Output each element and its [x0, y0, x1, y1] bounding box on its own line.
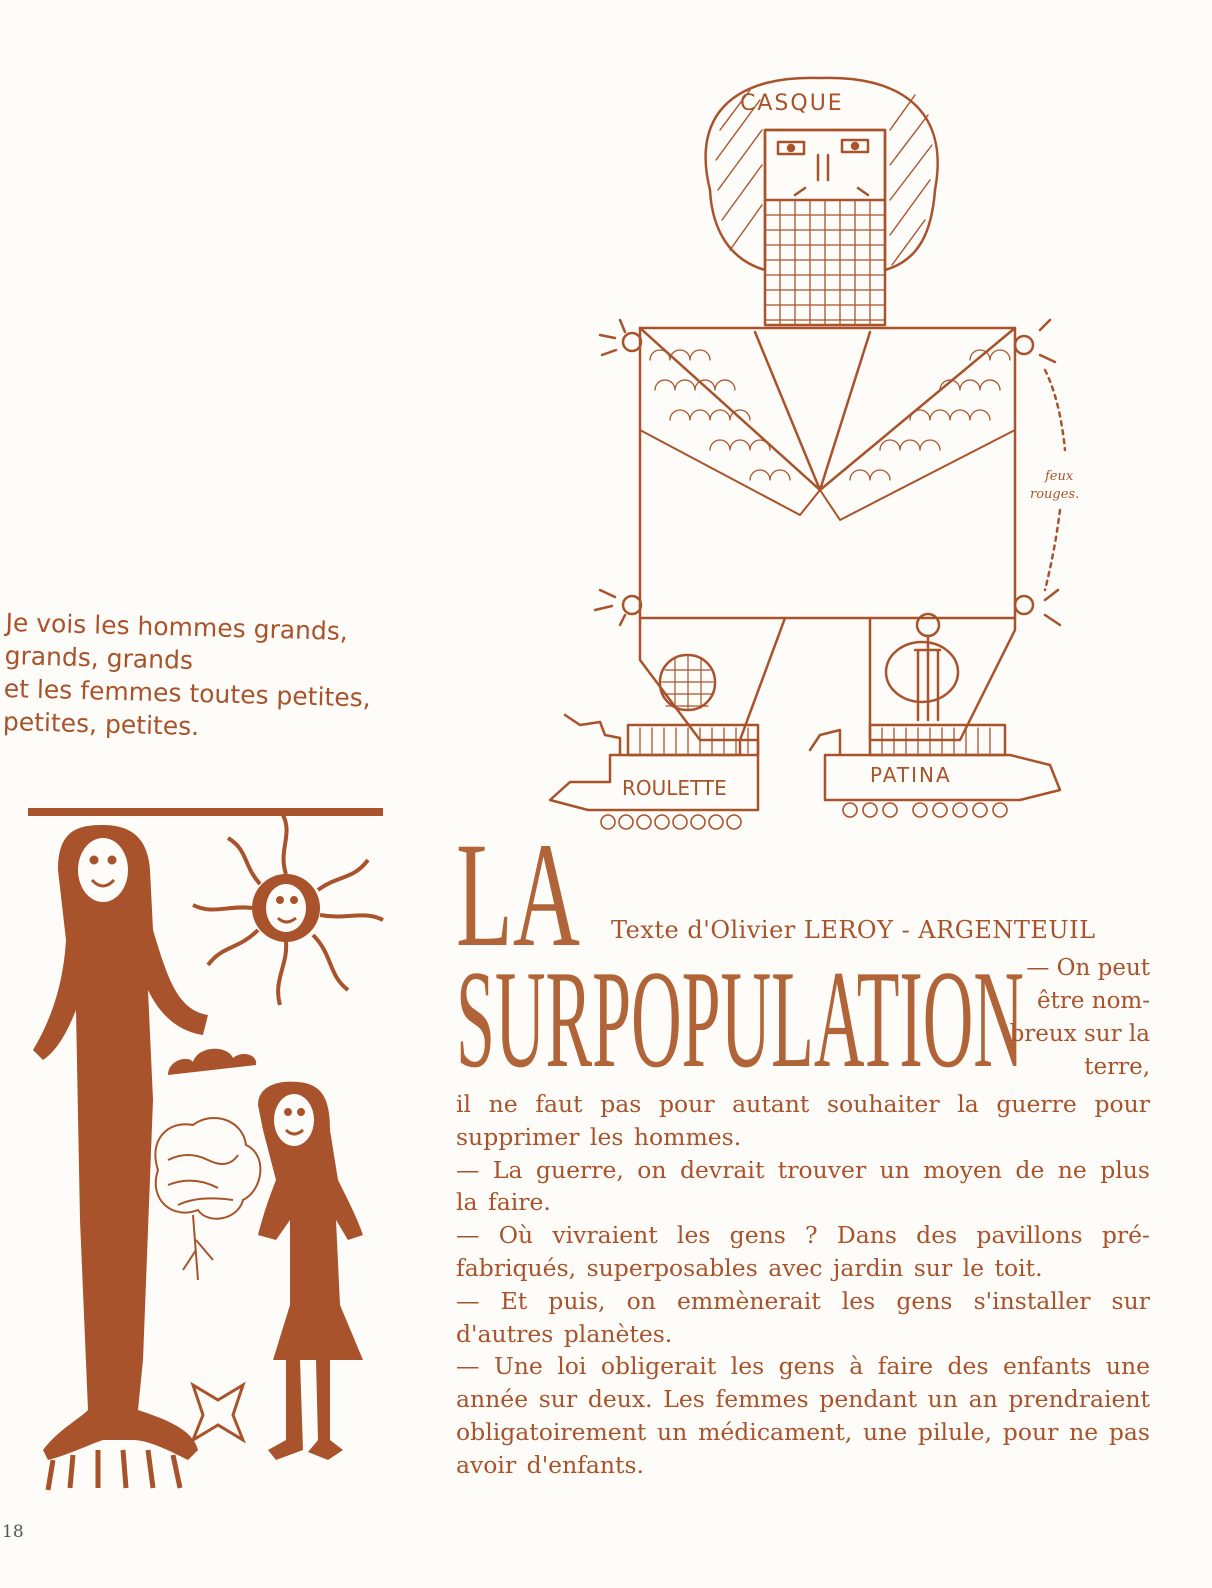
page-number: 18 [2, 1522, 24, 1542]
caption-line: petites, petites. [2, 706, 200, 742]
helmet-label: CASQUE [740, 91, 844, 116]
robot-drawing [540, 70, 1100, 850]
caption-line: et les femmes toutes petites, [3, 673, 372, 713]
side-note-label: feux [1045, 469, 1074, 484]
article-body [456, 1088, 1150, 1482]
intro-text [980, 952, 1150, 1084]
family-drawing [18, 800, 388, 1540]
byline: Texte d'Olivier LEROY - ARGENTEUIL [611, 916, 1096, 944]
title-line-2: SURPOPULATION [456, 942, 1024, 1097]
paragraph: il ne faut pas pour autant souhaiter la guerre pour supprimer les hommes. [456, 1090, 1150, 1151]
paragraph: — Une loi obligerait les gens à faire des enfants une année sur deux. Les femmes pendant un an prendraient obligatoirement un médicament, une pilule, pour ne pas avoir d'enfants. [456, 1352, 1150, 1479]
caption-line: Je vois les hommes grands, [5, 607, 349, 646]
handwritten-caption [3, 606, 426, 749]
intro-line: breux sur la [1009, 1021, 1150, 1047]
patina-label: PATINA [870, 763, 952, 787]
intro-line: — On peut [1026, 955, 1150, 981]
title-line-1: LA [456, 812, 580, 978]
paragraph: — La guerre, on devrait trouver un moyen de ne plus la faire. [456, 1155, 1150, 1217]
paragraph: — Où vivraient les gens ? Dans des pavillons préfabriqués, superposables avec jardin sur le toit. [456, 1221, 1150, 1282]
paragraph: — Et puis, on emmènerait les gens s'installer sur d'autres planètes. [456, 1286, 1150, 1348]
intro-line: être nom- [1036, 988, 1150, 1014]
intro-line: terre, [1084, 1054, 1150, 1080]
caption-line: grands, grands [4, 640, 194, 675]
roulette-label: ROULETTE [622, 776, 727, 800]
svg-text:rouges.: rouges. [1030, 487, 1080, 502]
